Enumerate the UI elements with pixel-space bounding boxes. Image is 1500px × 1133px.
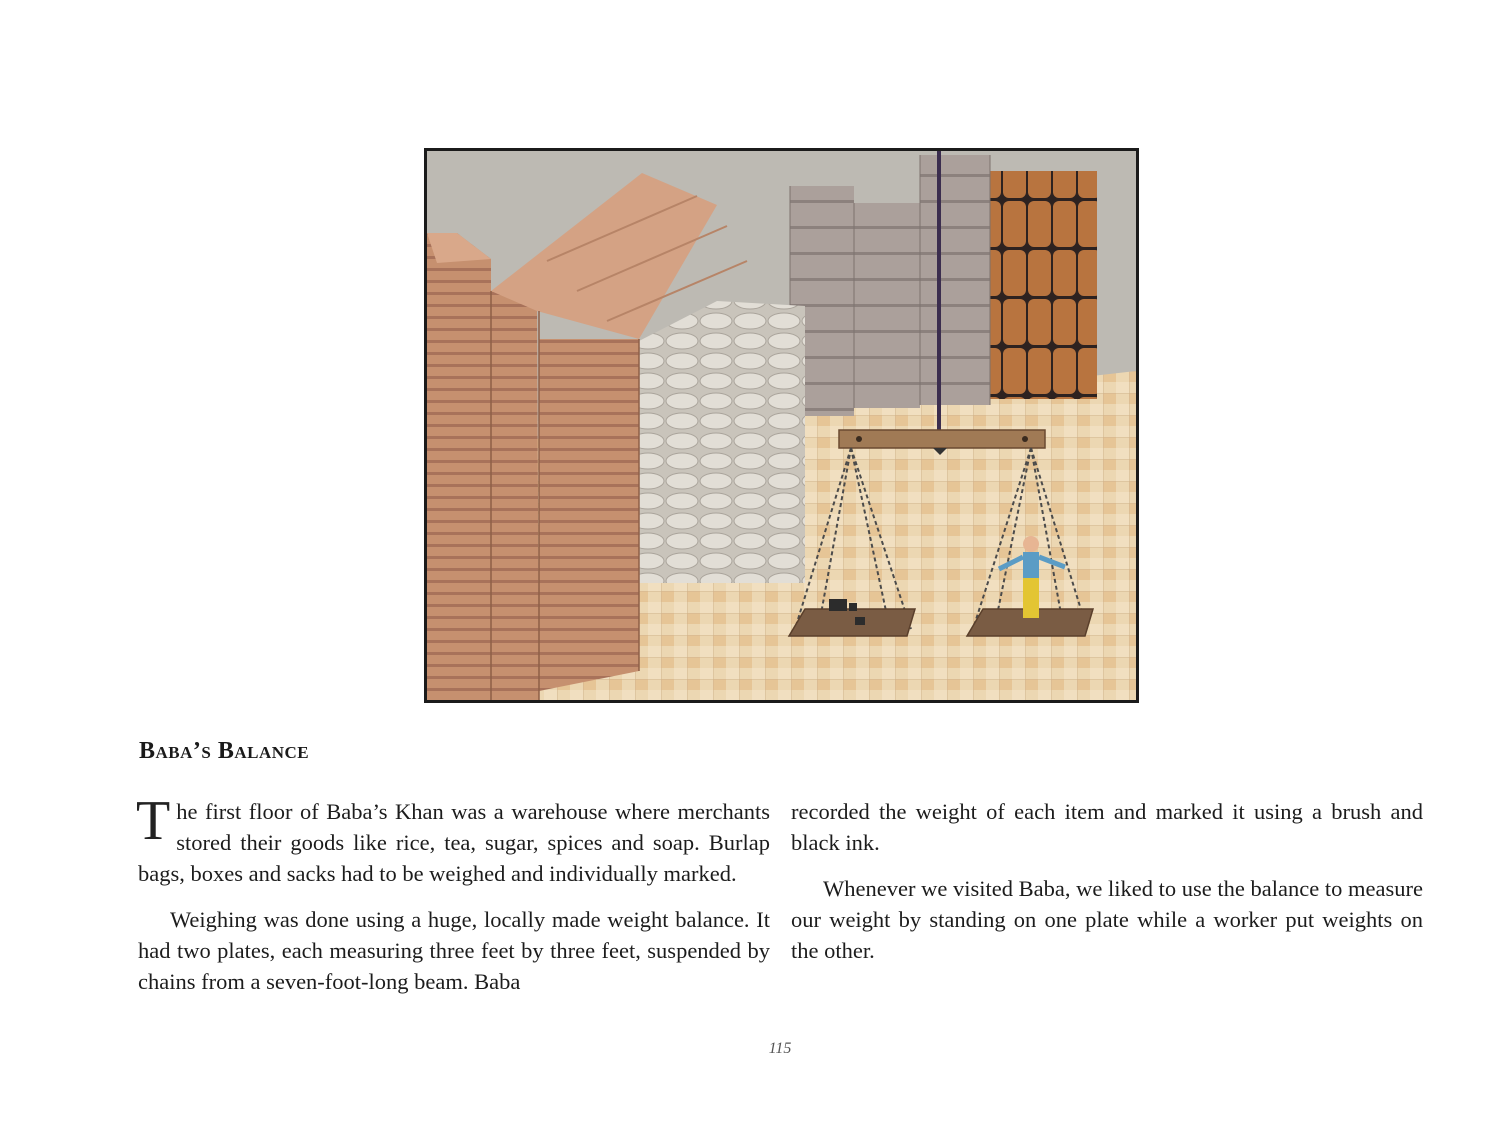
paragraph: Weighing was done using a huge, locally made weight balance. It had two plates, each measuring three feet by three feet, suspended by chains from a seven-foot-long beam. Baba (138, 907, 770, 994)
paragraph (136, 790, 770, 889)
text-column-left (136, 790, 770, 997)
page-number: 115 (768, 1040, 792, 1057)
warehouse-balance-illustration (424, 148, 1139, 703)
section-title: Baba’s Balance (139, 738, 310, 764)
paragraph-text: he first floor of Baba’s Khan was a warehouse where merchants stored their goods like rice, tea, sugar, spices and soap. Burlap bags, boxes and sacks had to be weighed and individually marked. (138, 799, 770, 886)
drop-cap: T (136, 790, 171, 852)
paragraph: recorded the weight of each item and marked it using a brush and black ink. (791, 799, 1423, 855)
paragraph: Whenever we visited Baba, we liked to use the balance to measure our weight by standing on one plate while a worker put weights on the other. (791, 876, 1423, 963)
text-column-right (791, 796, 1423, 966)
